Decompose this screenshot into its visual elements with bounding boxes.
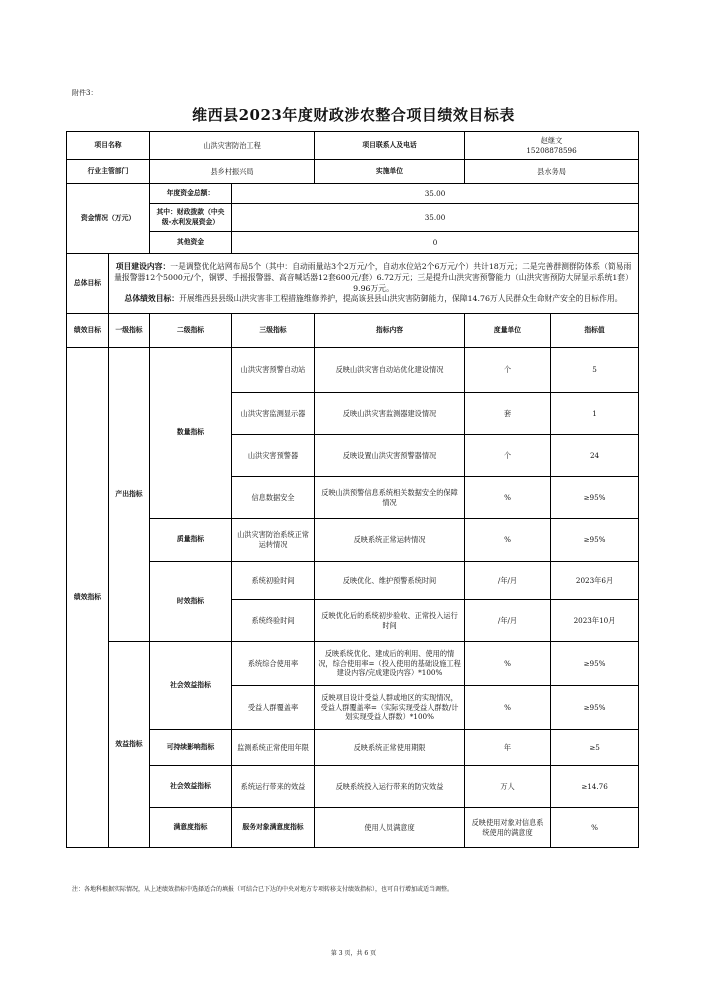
page-title: 维西县2023年度财政涉农整合项目绩效目标表	[192, 106, 515, 124]
value-cell: ≥95%	[551, 477, 639, 519]
group-sustain: 可持续影响指标	[150, 730, 232, 766]
content-cell: 反映优化、维护预警系统时间	[315, 562, 465, 600]
level3-cell: 监测系统正常使用年限	[232, 730, 315, 766]
level3-cell: 山洪灾害防治系统正常运转情况	[232, 519, 315, 562]
level3-cell: 系统运行带来的效益	[232, 766, 315, 808]
content-cell: 反映山洪灾害自动站优化建设情况	[315, 348, 465, 393]
unit-cell: 个	[465, 348, 551, 393]
value-cell: ≥14.76	[551, 766, 639, 808]
goal-label: 总体目标	[67, 254, 109, 314]
funding-label: 资金情况（万元）	[67, 184, 150, 254]
unit-cell: %	[465, 642, 551, 686]
unit-cell: %	[465, 686, 551, 730]
perf-indicator-label: 绩效指标	[67, 348, 109, 848]
unit-cell: 个	[465, 435, 551, 477]
table-note: 注：各地科根据实际情况，从上述绩效指标中选择适合的填报（可结合已下达的中央对地方专项转移支付绩效指标），也可自行增加或适当调整。	[72, 886, 454, 893]
value-cell: ≥5	[551, 730, 639, 766]
funding-other-label: 其他资金	[150, 232, 232, 254]
dept-value: 县乡村振兴局	[150, 160, 315, 184]
group-social: 社会效益指标	[150, 642, 232, 730]
content-cell: 反映系统正常使用期限	[315, 730, 465, 766]
content-cell: 反映系统优化、建成后的利用、使用的情况，综合使用率=（投入使用的基础设施工程建设内容/完成建设内容）*100%	[315, 642, 465, 686]
unit-cell: /年/月	[465, 562, 551, 600]
level3-cell: 山洪灾害监测显示器	[232, 393, 315, 435]
output-indicator-label: 产出指标	[109, 348, 150, 642]
unit-cell: %	[465, 519, 551, 562]
col-unit: 度量单位	[465, 314, 551, 348]
level3-cell: 山洪灾害预警自动站	[232, 348, 315, 393]
content-cell: 反映系统投入运行带来的防灾效益	[315, 766, 465, 808]
project-name-label: 项目名称	[67, 132, 150, 160]
funding-central: 35.00	[232, 204, 639, 232]
group-quality: 质量指标	[150, 519, 232, 562]
col-value: 指标值	[551, 314, 639, 348]
unit-cell: /年/月	[465, 600, 551, 642]
dept-label: 行业主管部门	[67, 160, 150, 184]
funding-total: 35.00	[232, 184, 639, 204]
col-level1: 一级指标	[109, 314, 150, 348]
contact-name: 赵继文	[540, 135, 563, 145]
content-cell: 反映山洪灾害监测器建设情况	[315, 393, 465, 435]
contact-info	[465, 132, 639, 160]
group-social2: 社会效益指标	[150, 766, 232, 808]
goal-text	[109, 254, 639, 314]
value-cell: 5	[551, 348, 639, 393]
value-cell: 24	[551, 435, 639, 477]
content-cell: 反映系统正常运转情况	[315, 519, 465, 562]
col-level3: 三级指标	[232, 314, 315, 348]
level3-cell: 信息数据安全	[232, 477, 315, 519]
attachment-label: 附件3：	[72, 89, 98, 97]
level3-cell: 受益人群覆盖率	[232, 686, 315, 730]
unit-cell: %	[551, 808, 639, 848]
goal-target: 开展维西县县级山洪灾害非工程措施维修养护，提高该县县山洪灾害防御能力，保障14.76万人民群众生命财产安全的目标作用。	[179, 294, 623, 304]
content-cell: 反映项目设计受益人群或地区的实现情况，受益人群覆盖率=（实际实现受益人群数/计划实现受益人群数）*100%	[315, 686, 465, 730]
goal-content-label: 项目建设内容：	[115, 262, 171, 272]
group-service: 服务对象满意度指标	[232, 808, 315, 848]
content-cell: 反映使用对象对信息系统使用的满意度	[465, 808, 551, 848]
goal-content: 一是调整优化站网布局5个（其中：自动雨量站3个2万元/个，自动水位站2个6万元/个）共计18万元；二是完善群测群防体系（简易雨量报警器12个5000元/个，铜锣、手摇报警器、高音喊话器12套600元/套）6.72万元；三是提升山洪灾害预警能力（山洪灾害预防大屏显示系统1套）9.96万元。	[114, 262, 633, 293]
benefit-indicator-label: 效益指标	[109, 642, 150, 848]
funding-central-label: 其中：财政拨款（中央级-水利发展资金）	[150, 204, 232, 232]
group-timeliness: 时效指标	[150, 562, 232, 642]
content-cell: 反映优化后的系统初步验收、正常投入运行时间	[315, 600, 465, 642]
value-cell: ≥95%	[551, 519, 639, 562]
contact-phone: 15208878596	[526, 145, 577, 155]
impl-value: 县水务局	[465, 160, 639, 184]
unit-cell: 万人	[465, 766, 551, 808]
value-cell: 1	[551, 393, 639, 435]
value-cell: ≥95%	[551, 686, 639, 730]
value-cell: 2023年6月	[551, 562, 639, 600]
level3-cell: 系统终验时间	[232, 600, 315, 642]
unit-cell: 年	[465, 730, 551, 766]
funding-total-label: 年度资金总额：	[150, 184, 232, 204]
value-cell: 2023年10月	[551, 600, 639, 642]
project-name: 山洪灾害防治工程	[150, 132, 315, 160]
col-content: 指标内容	[315, 314, 465, 348]
level3-cell: 系统初验时间	[232, 562, 315, 600]
level3-cell: 使用人员满意度	[315, 808, 465, 848]
unit-cell: 套	[465, 393, 551, 435]
page-footer: 第 3 页，共 6 页	[330, 950, 377, 957]
unit-cell: %	[465, 477, 551, 519]
level3-cell: 山洪灾害预警器	[232, 435, 315, 477]
level3-cell: 系统综合使用率	[232, 642, 315, 686]
group-quantity: 数量指标	[150, 348, 232, 519]
contact-label: 项目联系人及电话	[315, 132, 465, 160]
impl-label: 实施单位	[315, 160, 465, 184]
value-cell: ≥95%	[551, 642, 639, 686]
performance-table	[66, 131, 639, 848]
satisfaction-indicator-label: 满意度指标	[150, 808, 232, 848]
goal-target-label: 总体绩效目标：	[124, 294, 180, 304]
content-cell: 反映山洪预警信息系统相关数据安全的保障情况	[315, 477, 465, 519]
col-level2: 二级指标	[150, 314, 232, 348]
content-cell: 反映设置山洪灾害预警器情况	[315, 435, 465, 477]
col-perf-target: 绩效目标	[67, 314, 109, 348]
funding-other: 0	[232, 232, 639, 254]
